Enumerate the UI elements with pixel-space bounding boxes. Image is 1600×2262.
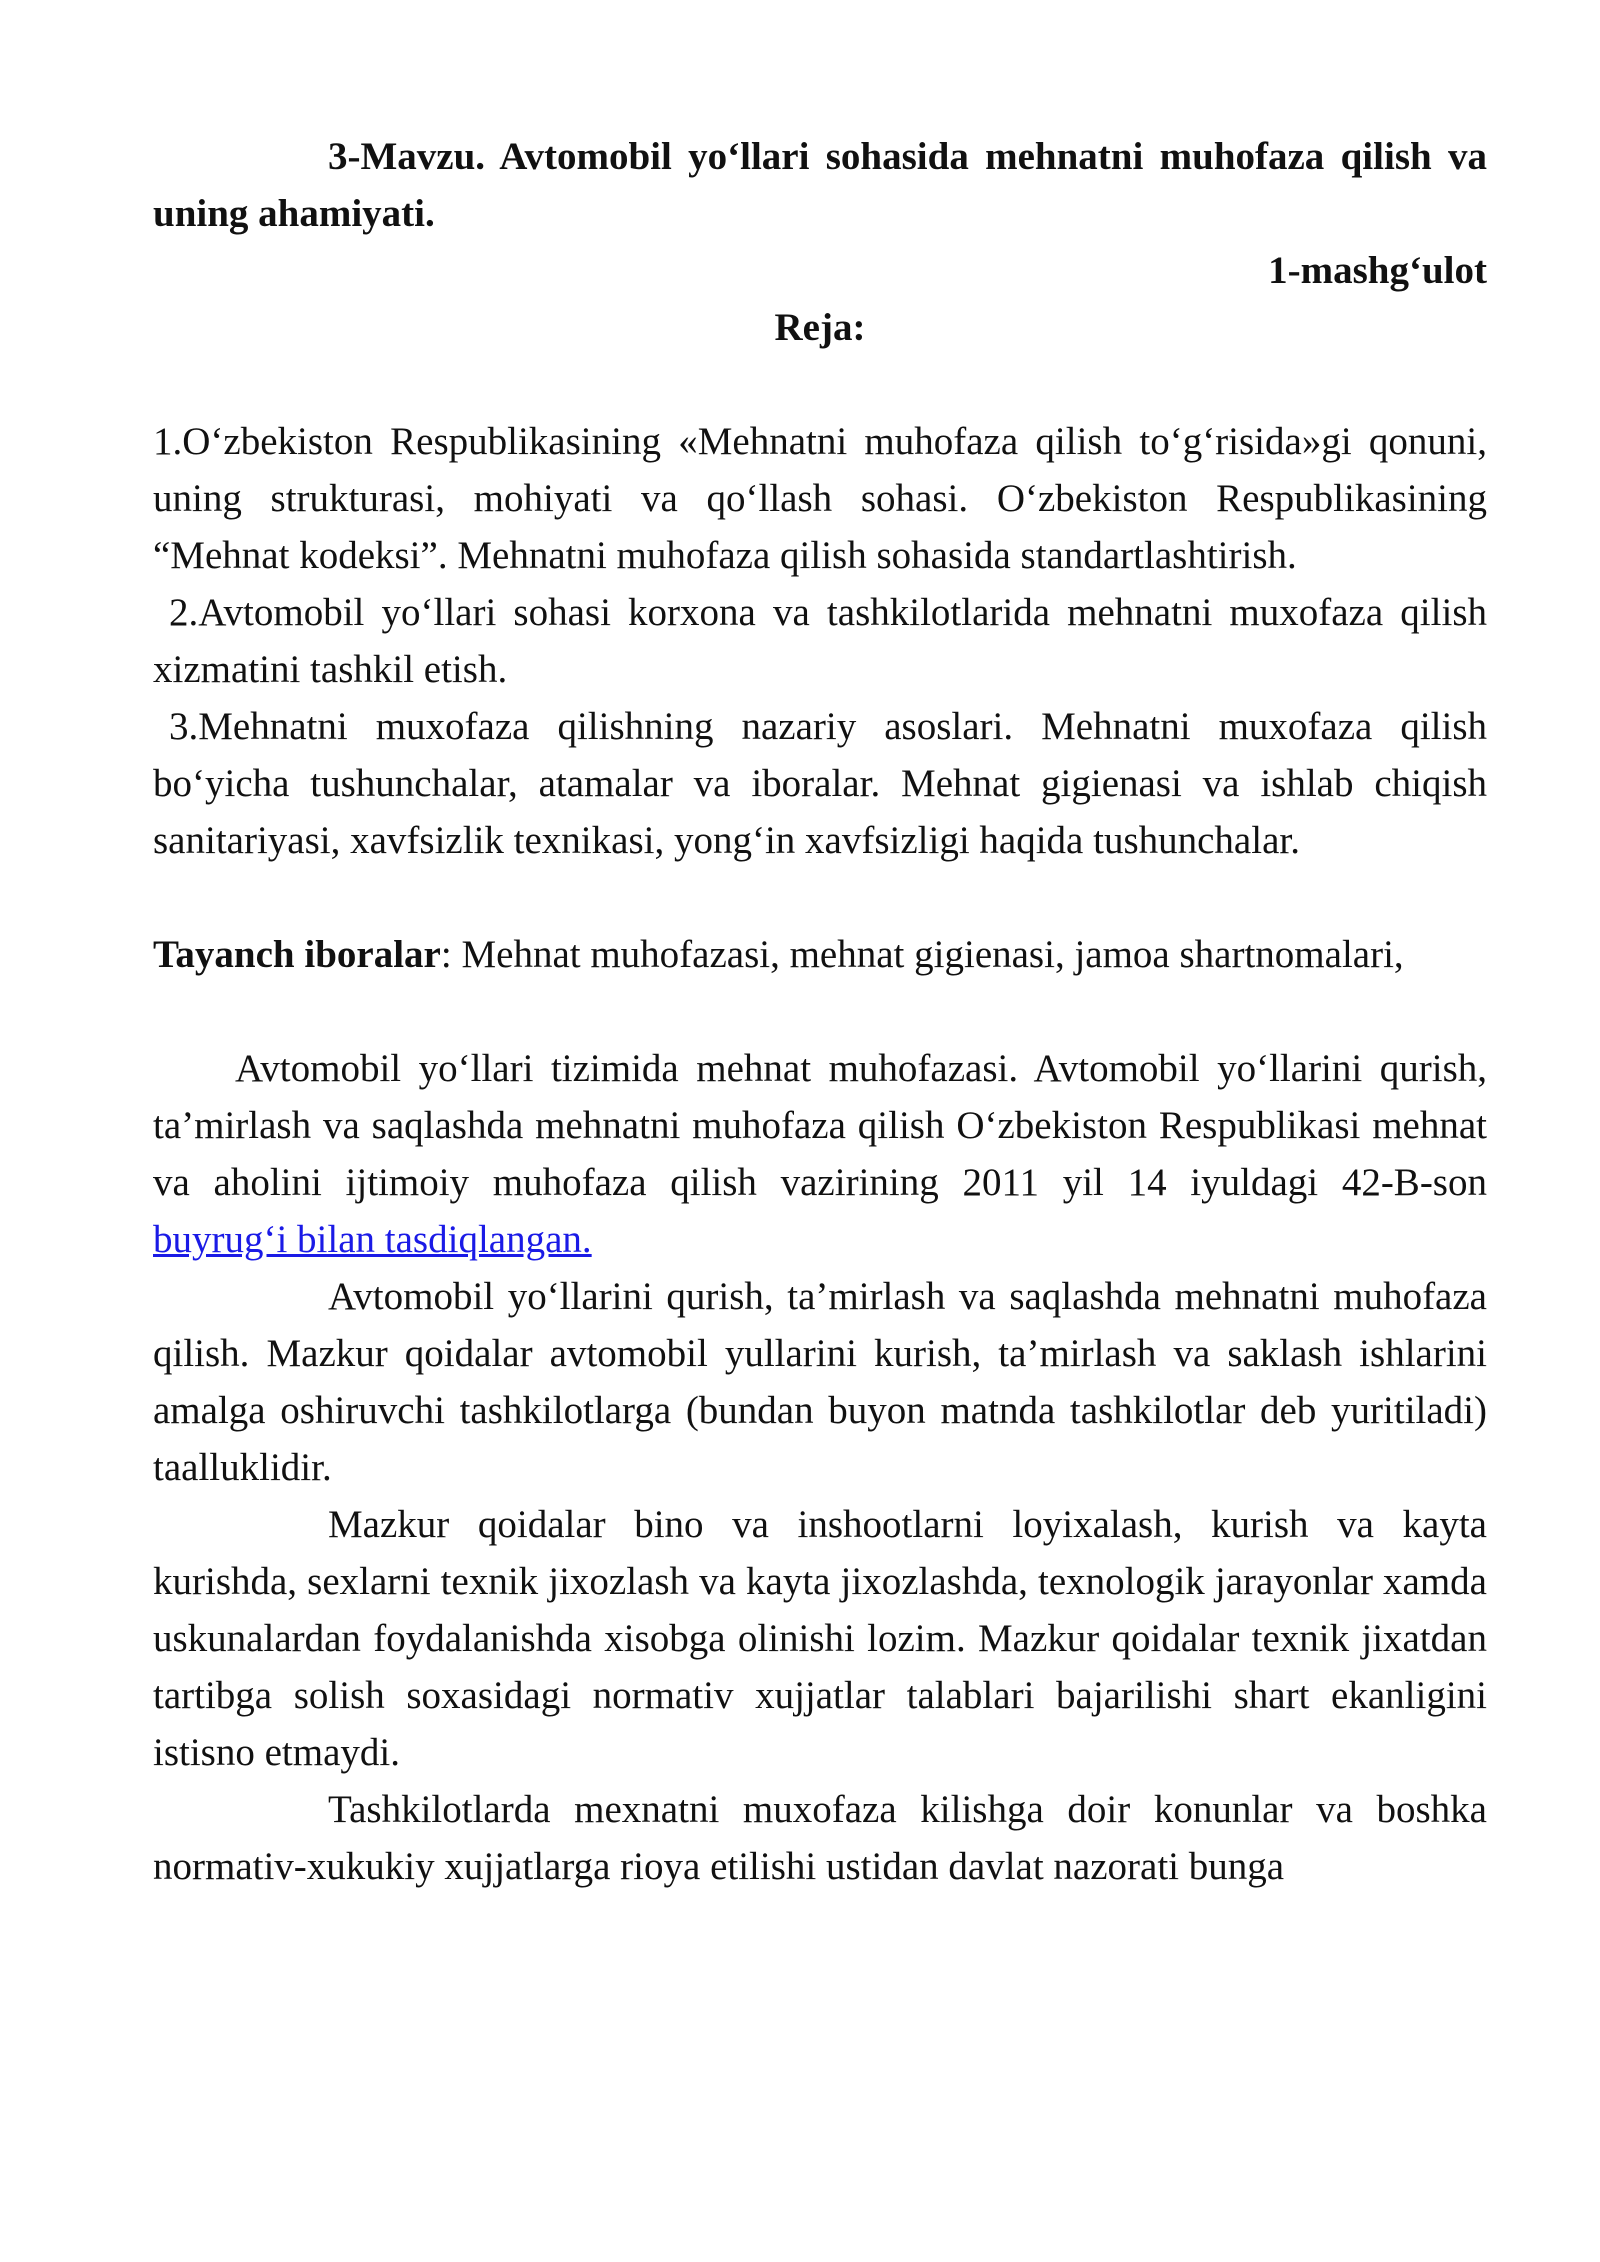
keywords-colon: : [440, 933, 452, 976]
keywords-text: Mehnat muhofazasi, mehnat gigienasi, jamoa shartnomalari, [451, 933, 1404, 976]
topic-title: 3-Mavzu. Avtomobil yo‘llari sohasida mehnatni muhofaza qilish va uning ahamiyati. [153, 135, 1487, 235]
body-paragraph-2: Avtomobil yo‘llarini qurish, ta’mirlash va saqlashda mehnatni muhofaza qilish. Mazkur qoidalar avtomobil yullarini kurish, ta’mirlash va saklash ishlarini amalga oshiruvchi tashkilotlarga (bundan buyon matnda tashkilotlar deb yuritiladi) taalluklidir. [153, 1275, 1487, 1489]
body-paragraph-4: Tashkilotlarda mexnatni muxofaza kilishga doir konunlar va boshka normativ-xukukiy xujjatlarga rioya etilishi ustidan davlat nazorati bunga [153, 1788, 1487, 1888]
plan-item-1: 1.O‘zbekiston Respublikasining «Mehnatni muhofaza qilish to‘g‘risida»gi qonuni, uning strukturasi, mohiyati va qo‘llash sohasi. O‘zbekiston Respublikasining “Mehnat kodeksi”. Mehnatni muhofaza qilish sohasida standartlashtirish. [153, 420, 1487, 577]
plan-heading: Reja: [774, 306, 866, 349]
keywords-label: Tayanch iboralar [153, 933, 441, 976]
body-paragraph-3: Mazkur qoidalar bino va inshootlarni loyixalash, kurish va kayta kurishda, sexlarni texnik jixozlash va kayta jixozlashda, texnologik jarayonlar xamda uskunalardan foydalanishda xisobga olinishi lozim. Mazkur qoidalar texnik jixatdan tartibga solish soxasidagi normativ xujjatlar talablari bajarilishi shart ekanligini istisno etmaydi. [153, 1503, 1487, 1774]
lesson-label: 1-mashg‘ulot [1268, 249, 1487, 292]
body-paragraph-1 [153, 1040, 1487, 1268]
document-page [153, 128, 1487, 1895]
order-approval-link[interactable]: buyrug‘i bilan tasdiqlangan. [153, 1218, 592, 1261]
plan-item-2: 2.Avtomobil yo‘llari sohasi korxona va tashkilotlarida mehnatni muxofaza qilish xizmatini tashkil etish. [153, 591, 1487, 691]
keywords-paragraph [153, 926, 1487, 983]
spacer [153, 983, 1487, 1040]
body-paragraph-1-text: Avtomobil yo‘llari tizimida mehnat muhofazasi. Avtomobil yo‘llarini qurish, ta’mirlash va saqlashda mehnatni muhofaza qilish O‘zbekiston Respublikasi mehnat va aholini ijtimoiy muhofaza qilish vazirining 2011 yil 14 iyuldagi 42-B-son [153, 1047, 1487, 1204]
spacer [153, 869, 1487, 926]
plan-item-3: 3.Mehnatni muxofaza qilishning nazariy asoslari. Mehnatni muxofaza qilish bo‘yicha tushunchalar, atamalar va iboralar. Mehnat gigienasi va ishlab chiqish sanitariyasi, xavfsizlik texnikasi, yong‘in xavfsizligi haqida tushunchalar. [153, 705, 1487, 862]
spacer [153, 356, 1487, 413]
